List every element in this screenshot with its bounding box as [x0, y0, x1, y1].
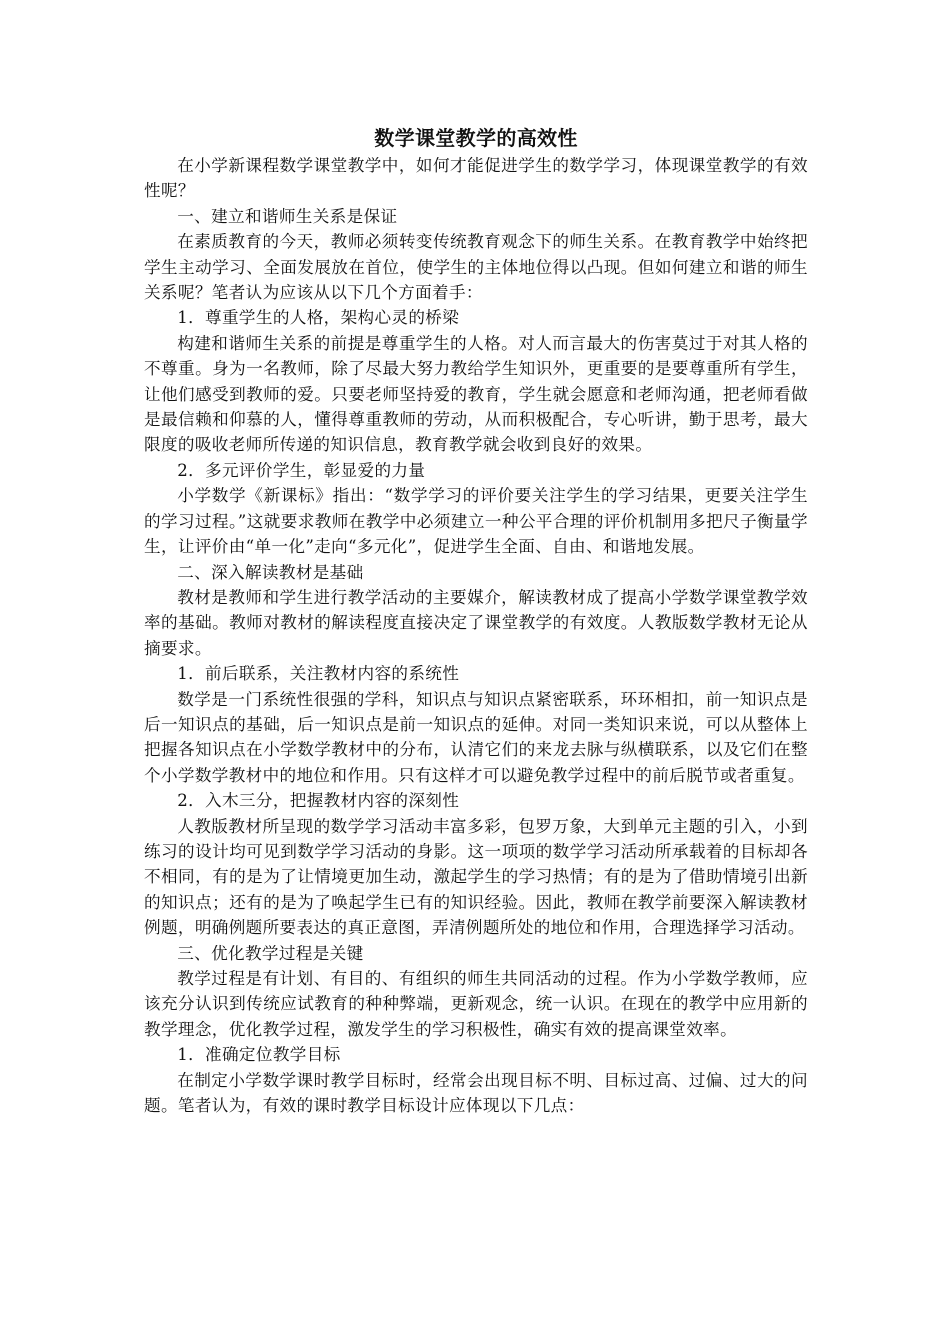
- subsection-heading-1-1: 1．尊重学生的人格，架构心灵的桥梁: [177, 308, 460, 328]
- subsection-heading-2-1: 1．前后联系，关注教材内容的系统性: [177, 664, 460, 684]
- body-paragraph: 人教版教材所呈现的数学学习活动丰富多彩，包罗万象，大到单元主题的引入，小到练习的设计均可见到数学学习活动的身影。这一项项的数学学习活动所承载着的目标却各不相同，有的是为了让情境更加生动，激起学生的学习热情；有的是为了借助情境引出新的知识点；还有的是为了唤起学生已有的知识经验。因此，教师在教学前要深入解读教材例题，明确例题所要表达的真正意图，弄清例题所处的地位和作用，合理选择学习活动。: [144, 816, 808, 938]
- document-title: 数学课堂教学的高效性: [374, 126, 578, 150]
- document-page: [144, 124, 808, 1118]
- section-heading-3: 三、优化教学过程是关键: [177, 943, 364, 963]
- body-paragraph: 数学是一门系统性很强的学科，知识点与知识点紧密联系，环环相扣，前一知识点是后一知识点的基础，后一知识点是前一知识点的延伸。对同一类知识来说，可以从整体上把握各知识点在小学数学教材中的分布，认清它们的来龙去脉与纵横联系，以及它们在整个小学数学教材中的地位和作用。只有这样才可以避免教学过程中的前后脱节或者重复。: [144, 689, 808, 785]
- subsection-heading-3-1: 1．准确定位教学目标: [177, 1045, 341, 1065]
- intro-paragraph: 在小学新课程数学课堂教学中，如何才能促进学生的数学学习，体现课堂教学的有效性呢？: [144, 156, 808, 201]
- subsection-heading-2-2: 2．入木三分，把握教材内容的深刻性: [177, 791, 460, 811]
- body-paragraph: 教学过程是有计划、有目的、有组织的师生共同活动的过程。作为小学数学教师，应该充分认识到传统应试教育的种种弊端，更新观念，统一认识。在现在的教学中应用新的教学理念，优化教学过程，激发学生的学习积极性，确实有效的提高课堂效率。: [144, 969, 808, 1039]
- subsection-heading-1-2: 2．多元评价学生，彰显爱的力量: [177, 460, 426, 480]
- section-heading-1: 一、建立和谐师生关系是保证: [177, 206, 398, 226]
- body-paragraph: 在制定小学数学课时教学目标时，经常会出现目标不明、目标过高、过偏、过大的问题。笔者认为，有效的课时教学目标设计应体现以下几点：: [144, 1070, 808, 1116]
- body-paragraph: 教材是教师和学生进行教学活动的主要媒介，解读教材成了提高小学数学课堂教学效率的基础。教师对教材的解读程度直接决定了课堂教学的有效度。人教版数学教材无论从摘要求。: [144, 587, 808, 658]
- section-heading-2: 二、深入解读教材是基础: [177, 562, 364, 582]
- body-paragraph: 小学数学《新课标》指出：“数学学习的评价要关注学生的学习结果，更要关注学生的学习过程。”这就要求教师在教学中必须建立一种公平合理的评价机制用多把尺子衡量学生，让评价由“单一化”走向“多元化”，促进学生全面、自由、和谐地发展。: [144, 486, 808, 557]
- body-paragraph: 在素质教育的今天，教师必须转变传统教育观念下的师生关系。在教育教学中始终把学生主动学习、全面发展放在首位，使学生的主体地位得以凸现。但如何建立和谐的师生关系呢？笔者认为应该从以下几个方面着手：: [144, 232, 808, 303]
- body-paragraph: 构建和谐师生关系的前提是尊重学生的人格。对人而言最大的伤害莫过于对其人格的不尊重。身为一名教师，除了尽最大努力教给学生知识外，更重要的是要尊重所有学生，让他们感受到教师的爱。只要老师坚持爱的教育，学生就会愿意和老师沟通，把老师看做是最信赖和仰慕的人，懂得尊重教师的劳动，从而积极配合，专心听讲，勤于思考，最大限度的吸收老师所传递的知识信息，教育教学就会收到良好的效果。: [144, 333, 808, 455]
